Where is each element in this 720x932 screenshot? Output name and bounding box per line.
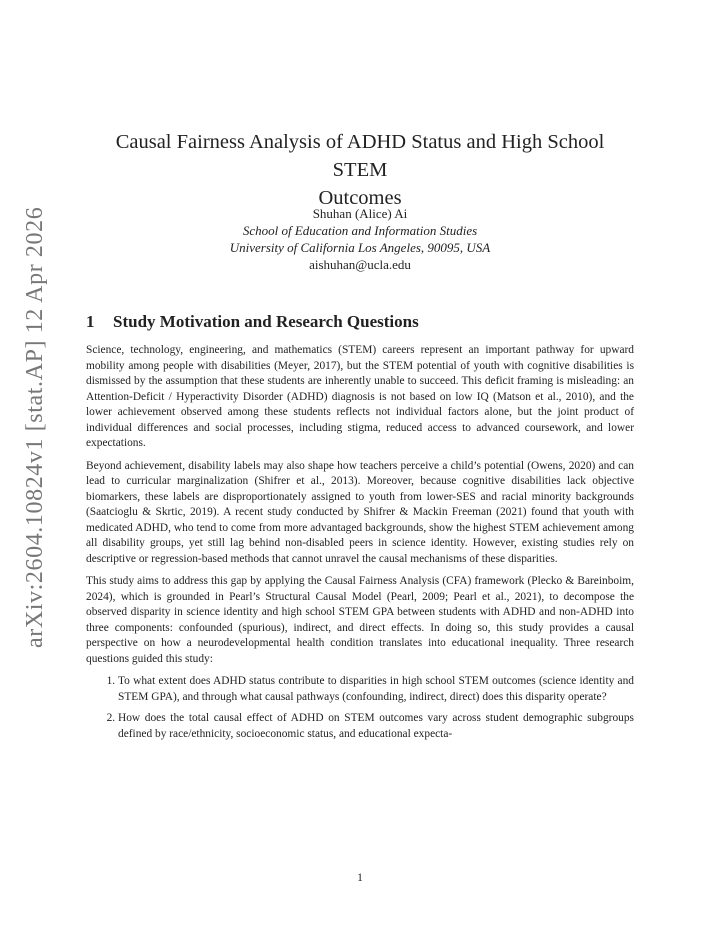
author-name: Shuhan (Alice) Ai [312,206,408,221]
research-question-2: 2. How does the total causal effect of ADHD on STEM outcomes vary across student demographic subgroups defined by race/ethnicity, socioeconomic status, and educational expecta- [118,711,634,742]
paragraph-1: Science, technology, engineering, and mathematics (STEM) careers represent an important pathway for upward mobility among people with disabilities (Meyer, 2017), but the STEM potential of youth with cognitive disabilities is dismissed by the assumption that these students are inherently unable to succeed. This deficit framing is misleading: an Attention-Deficit / Hyperactivity Disorder (ADHD) diagnosis is not based on low IQ (Matson et al., 2010), and the lower achievement observed among these students reflects not individual factors alone, but the joint product of individual differences and social processes, including stigma, reduced access to advanced coursework, and lower expectations. [86,344,634,449]
paper-title [86,128,634,212]
author-block [86,205,634,273]
author-affiliation-2: University of California Los Angeles, 90095, USA [229,240,491,255]
title-line-1: Causal Fairness Analysis of ADHD Status and High School STEM [115,131,605,181]
section-body [86,343,634,748]
page-number: 1 [357,872,363,884]
author-email: aishuhan@ucla.edu [309,257,411,272]
research-questions-list [86,674,634,742]
section-heading [86,311,634,333]
paragraph-2: Beyond achievement, disability labels may also shape how teachers perceive a child’s potential (Owens, 2020) and can lead to curricular marginalization (Shifrer et al., 2013). Moreover, because cognitive disabilities lack objective biomarkers, these labels are disproportionately assigned to youth from lower-SES and racial minority backgrounds (Saatcioglu & Skrtic, 2019). A recent study conducted by Shifrer & Mackin Freeman (2021) found that youth with medicated ADHD, who tend to come from more advantaged backgrounds, show the highest STEM achievement among all disability groups, yet still lag behind non-disabled peers in science identity. However, existing studies rely on descriptive or regression-based methods that cannot unravel the causal mechanisms of these disparities. [86,459,634,565]
title-line-2: Outcomes [318,187,402,209]
author-affiliation-1: School of Education and Information Studies [242,223,478,238]
research-question-1: 1. To what extent does ADHD status contribute to disparities in high school STEM outcomes (science identity and STEM GPA), and through what causal pathways (confounding, indirect, direct) does this disparity operate? [118,674,634,705]
paragraph-3: This study aims to address this gap by applying the Causal Fairness Analysis (CFA) framework (Plecko & Bareinboim, 2024), which is grounded in Pearl’s Structural Causal Model (Pearl, 2009; Pearl et al., 2021), to decompose the observed disparity in science identity and high school STEM GPA between students with ADHD and non-ADHD into three components: confounded (spurious), indirect, and direct effects. In doing so, this study provides a causal perspective on how a neurodevelopmental health condition translates into educational inequality. Three research questions guided this study: [86,575,634,665]
section-number: 1 [86,312,95,331]
arxiv-identifier: arXiv:2604.10824v1 [stat.AP] 12 Apr 2026 [22,206,48,648]
section-title: Study Motivation and Research Questions [113,312,419,331]
